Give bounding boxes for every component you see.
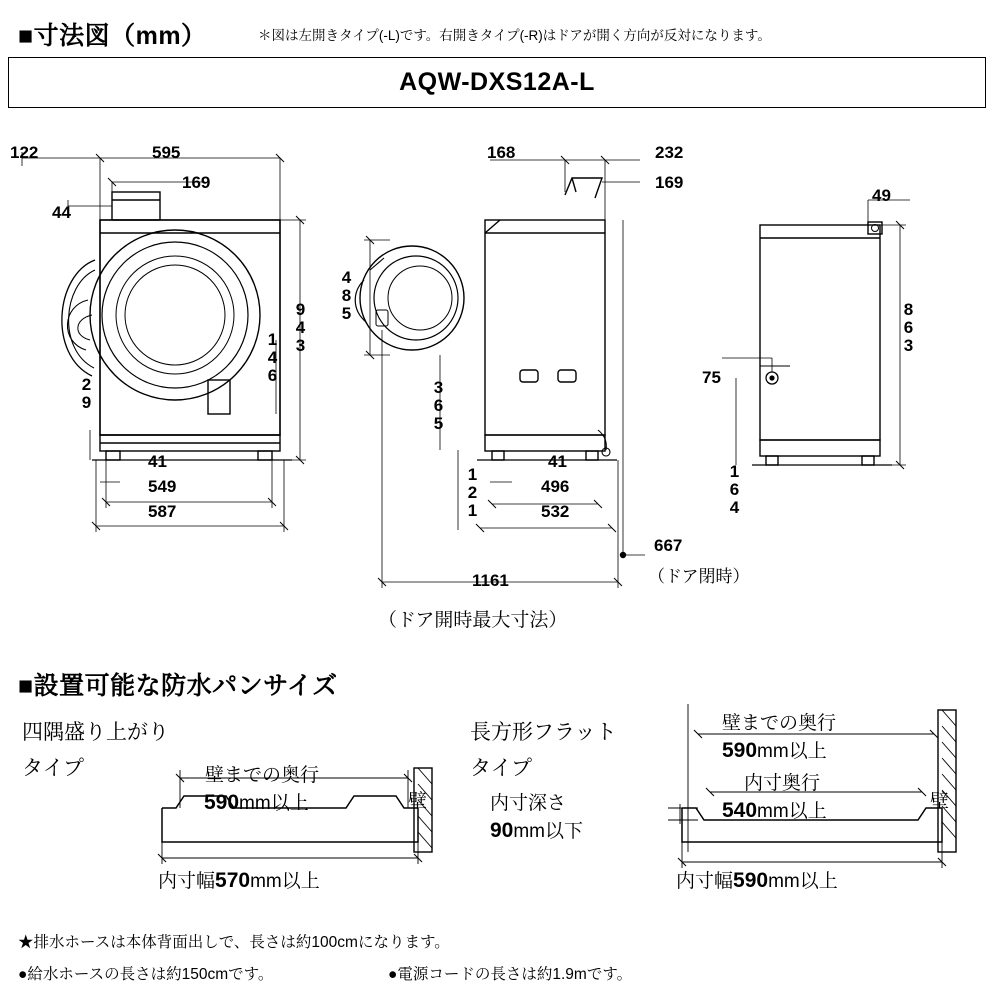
front-dim-595: 595 [152, 143, 181, 162]
front-dim-587: 587 [148, 502, 177, 521]
pan-type-b-inner-height-unit: mm以下 [513, 821, 584, 842]
front-dim-549: 549 [148, 477, 177, 496]
pan-type-b-inner-depth-unit: mm以上 [757, 801, 827, 822]
front-dim-29: 29 [77, 375, 96, 411]
pan-type-a-depth-value: 590 [204, 791, 240, 814]
footnote-2b: ●電源コードの長さは約1.9mです。 [388, 966, 633, 983]
rear-view-drawing [700, 170, 990, 500]
pan-type-a-width-group [158, 866, 320, 893]
front-dim-169: 169 [182, 173, 211, 192]
header-note: ＊図は左開きタイプ(-L)です。右開きタイプ(-R)はドアが開く方向が反対になります。 [258, 28, 771, 43]
pan-type-b-depth-label: 壁までの奥行 [722, 713, 837, 734]
front-dim-44: 44 [52, 203, 71, 222]
pan-type-b-drawing [650, 700, 980, 875]
side-dim-168: 168 [487, 143, 516, 162]
pan-type-a-name-2: タイプ [22, 757, 84, 780]
label-door-closed: （ドア閉時） [648, 567, 750, 586]
pan-type-b-wall-label: 壁 [930, 791, 950, 812]
side-dim-41: 41 [548, 452, 567, 471]
pan-type-a-width-unit: mm以上 [250, 871, 320, 892]
pan-type-b-inner-height-label: 内寸深さ [490, 793, 567, 814]
pan-type-a-depth-label: 壁までの奥行 [205, 765, 320, 786]
section-header [18, 16, 207, 52]
front-dim-943: 943 [291, 300, 310, 354]
pan-type-a-width-label: 内寸幅 [158, 871, 216, 892]
pan-type-a-depth-unit: mm以上 [239, 793, 309, 814]
pan-type-b-name-2: タイプ [470, 757, 532, 780]
side-view-drawing [340, 130, 683, 600]
model-name: AQW-DXS12A-L [399, 68, 595, 96]
rear-dim-164: 164 [725, 462, 744, 516]
pan-type-a-drawing [150, 750, 440, 870]
pan-section-header [18, 666, 338, 702]
pan-type-a-wall-label: 壁 [408, 791, 428, 812]
footnote-2a: ●給水ホースの長さは約150cmです。 [18, 966, 274, 983]
pan-type-b-width-value: 590 [733, 869, 769, 892]
pan-type-b-depth-value: 590 [722, 739, 758, 762]
rear-dim-49: 49 [872, 186, 891, 205]
pan-type-b-inner-depth-value: 540 [722, 799, 758, 822]
side-dim-365: 365 [429, 378, 448, 432]
side-dim-667: 667 [654, 536, 683, 555]
pan-type-b-width-label: 内寸幅 [676, 871, 734, 892]
rear-dim-75: 75 [702, 368, 721, 387]
model-title-box [8, 57, 986, 108]
side-dim-169: 169 [655, 173, 684, 192]
label-door-open-max: （ドア開時最大寸法） [378, 610, 568, 631]
side-dim-496: 496 [541, 477, 570, 496]
pan-type-a-name-1: 四隅盛り上がり [22, 721, 169, 744]
rear-dim-863: 863 [899, 300, 918, 354]
front-dim-146: 146 [263, 330, 282, 384]
side-dim-121: 121 [463, 465, 482, 519]
side-dim-1161: 1161 [472, 571, 509, 590]
pan-type-b-name-1: 長方形フラット [470, 721, 617, 744]
pan-type-b-inner-depth-label: 内寸奥行 [744, 773, 821, 794]
pan-type-a-width-value: 570 [215, 869, 251, 892]
pan-type-b-depth-unit: mm以上 [757, 741, 827, 762]
pan-section-title: ■設置可能な防水パンサイズ [18, 672, 338, 700]
front-dim-122: 122 [10, 143, 39, 162]
side-dim-232: 232 [655, 143, 684, 162]
footnote-1: ★排水ホースは本体背面出しで、長さは約100cmになります。 [18, 934, 450, 951]
side-dim-532: 532 [541, 502, 570, 521]
pan-type-b-width-unit: mm以上 [768, 871, 838, 892]
section-title: ■寸法図（mm） [18, 22, 207, 50]
pan-type-b-inner-height-value: 90 [490, 819, 514, 842]
front-dim-41: 41 [148, 452, 167, 471]
side-dim-485: 485 [337, 268, 356, 322]
pan-type-b-inner-height-group [490, 816, 583, 843]
